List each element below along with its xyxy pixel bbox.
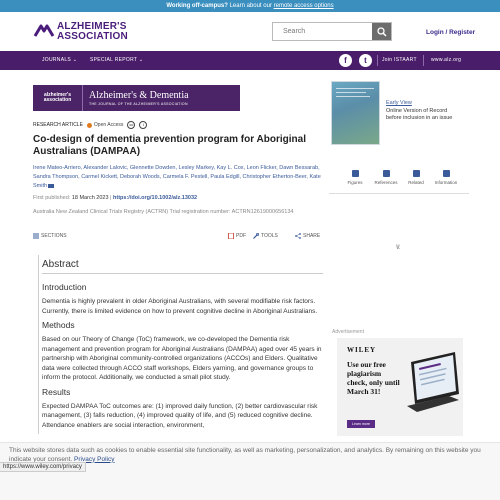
results-text: Expected DAMPAA ToC outcomes are: (1) improved daily function, (2) better cardiovascular risk management, (3) falls reduction, (4) improved quality of life, and (5) reduced cognitive decline. Attendance enablers are social interaction, environment, [42,402,318,429]
journal-banner-logo: alzheimer's association [33,85,83,111]
site-header [0,12,500,52]
login-register-link[interactable]: Login / Register [426,29,476,36]
sections-button[interactable]: SECTIONS [33,233,67,239]
article-toolbar [33,232,323,242]
search-input[interactable]: Search [283,28,306,35]
nav-join-istaart[interactable]: Join ISTAART [382,57,417,63]
main-nav [0,51,500,70]
article-title: Co-design of dementia prevention program for Aboriginal Australians (DAMPAA) [33,134,306,157]
references-icon [383,170,390,177]
figures-icon [352,170,359,177]
advertisement-label: Advertisement [332,329,364,335]
open-access-icon [87,123,92,128]
nav-journals[interactable]: JOURNALS ⌄ [42,57,78,63]
pdf-button[interactable]: PDF [228,233,246,239]
early-view-desc-2: before inclusion in an issue [386,115,453,121]
chevron-down-icon: ⌄ [72,57,78,63]
alz-logo-icon [33,22,55,42]
journal-banner[interactable] [33,85,240,111]
wiley-advertisement[interactable] [337,338,463,436]
remote-access-banner [0,0,500,12]
article-info-tabs [329,170,469,194]
tools-button[interactable]: TOOLS [253,233,278,239]
article-page [0,70,500,442]
logo-line-1: ALZHEIMER'S [57,21,127,32]
attribution-icon: i [139,121,147,129]
cookie-text: This website stores data such as cookies to enable essential site functionality, as well as marketing, personalization, and analytics. By remaining on this website you indicate your consent. [9,447,481,463]
wrench-icon [253,233,259,239]
abstract-section [38,255,323,434]
related-icon [413,170,420,177]
nav-divider [423,55,424,66]
tab-figures[interactable]: Figures [345,170,365,185]
ad-headline: Use our free plagiarism check, only until March 31! [347,360,400,396]
introduction-heading: Introduction [42,282,87,292]
article-meta [33,121,147,129]
methods-text: Based on our Theory of Change (ToC) framework, we co-developed the Dementia risk management and prevention program for Aboriginal Australians (DAMPAA) aged over 45 years in partnership with Aboriginal community-controlled organizations (ACCOs) and Elders. Qualitative data were collected through ACCO staff workshops, Elders yarning, and governance groups to inform the protocol. Additionally, we conducted a small pilot study. [42,336,322,381]
chevron-down-icon: ⌄ [138,57,144,63]
author-list[interactable]: Irene Mateo-Arriero, Alexander Lalovic, Glennette Dowden, Lesley Markey, Kay L. Cox, Leon Flicker, Dawn Bessarab, Sandra Thompson, Carmel Kickett, Deborah Woods, Carmela F. Pestell, Paula Edgill, Christopher Etherton-Beer, Kate Smith [33,165,321,189]
wiley-logo: WILEY [347,346,377,354]
nav-divider [377,55,378,66]
abstract-heading: Abstract [42,255,323,274]
banner-bold-text: Working off-campus? [166,3,228,9]
information-icon [443,170,450,177]
methods-heading: Methods [42,320,75,330]
article-type: RESEARCH ARTICLE [33,122,83,128]
privacy-policy-link[interactable]: Privacy Policy [74,455,115,463]
loading-spinner: \\//. [396,245,400,251]
page-bottom-area [0,474,500,500]
nav-alz-org[interactable]: www.alz.org [431,57,462,63]
journal-cover-image[interactable] [331,81,380,145]
share-icon [295,233,301,239]
learn-more-button[interactable]: Learn more [347,420,375,428]
status-bar-url: https://www.wiley.com/privacy [0,462,86,472]
doi-link[interactable]: https://doi.org/10.1002/alz.13032 [113,195,198,201]
tab-related[interactable]: Related [405,170,427,185]
open-access-badge: Open Access [87,122,123,128]
early-view-link[interactable]: Early View [386,100,412,106]
pdf-icon [228,233,234,239]
journal-title: Alzheimer's & Dementia [89,90,189,101]
early-view-info [386,100,452,123]
creative-commons-icon: cc [129,122,134,127]
search-box[interactable] [272,22,392,41]
logo-line-2: ASSOCIATION [57,31,128,42]
alz-logo[interactable] [33,22,128,42]
search-button[interactable] [372,23,391,40]
search-icon [377,27,387,37]
tab-references[interactable]: References [371,170,401,185]
remote-access-link[interactable]: remote access options [273,3,334,9]
banner-text: Learn about our [227,3,274,9]
journal-subtitle: THE JOURNAL OF THE ALZHEIMER'S ASSOCIATION [89,102,188,106]
tab-information[interactable]: Information [429,170,463,185]
introduction-text: Dementia is highly prevalent in older Aboriginal Australians, with several modifiable risk factors. Currently, there is limited evidence on how to prevent cognitive decline in Aboriginal Australians. [42,298,318,315]
nav-special-report[interactable]: SPECIAL REPORT ⌄ [90,57,144,63]
list-icon [33,233,39,239]
publication-info: First published: 18 March 2023 | https://doi.org/10.1002/alz.13032 [33,195,198,201]
twitter-icon[interactable]: t [359,54,372,67]
share-button[interactable]: SHARE [295,233,320,239]
early-view-desc-1: Online Version of Record [386,107,448,114]
results-heading: Results [42,386,71,397]
published-date: 18 March 2023 [71,195,109,201]
trial-registration: Australia New Zealand Clinical Trials Registry (ACTRN) Trial registration number: ACTRN12619000656134 [33,209,294,215]
email-icon[interactable] [48,184,54,188]
facebook-icon[interactable]: f [339,54,352,67]
laptop-image [405,348,459,418]
